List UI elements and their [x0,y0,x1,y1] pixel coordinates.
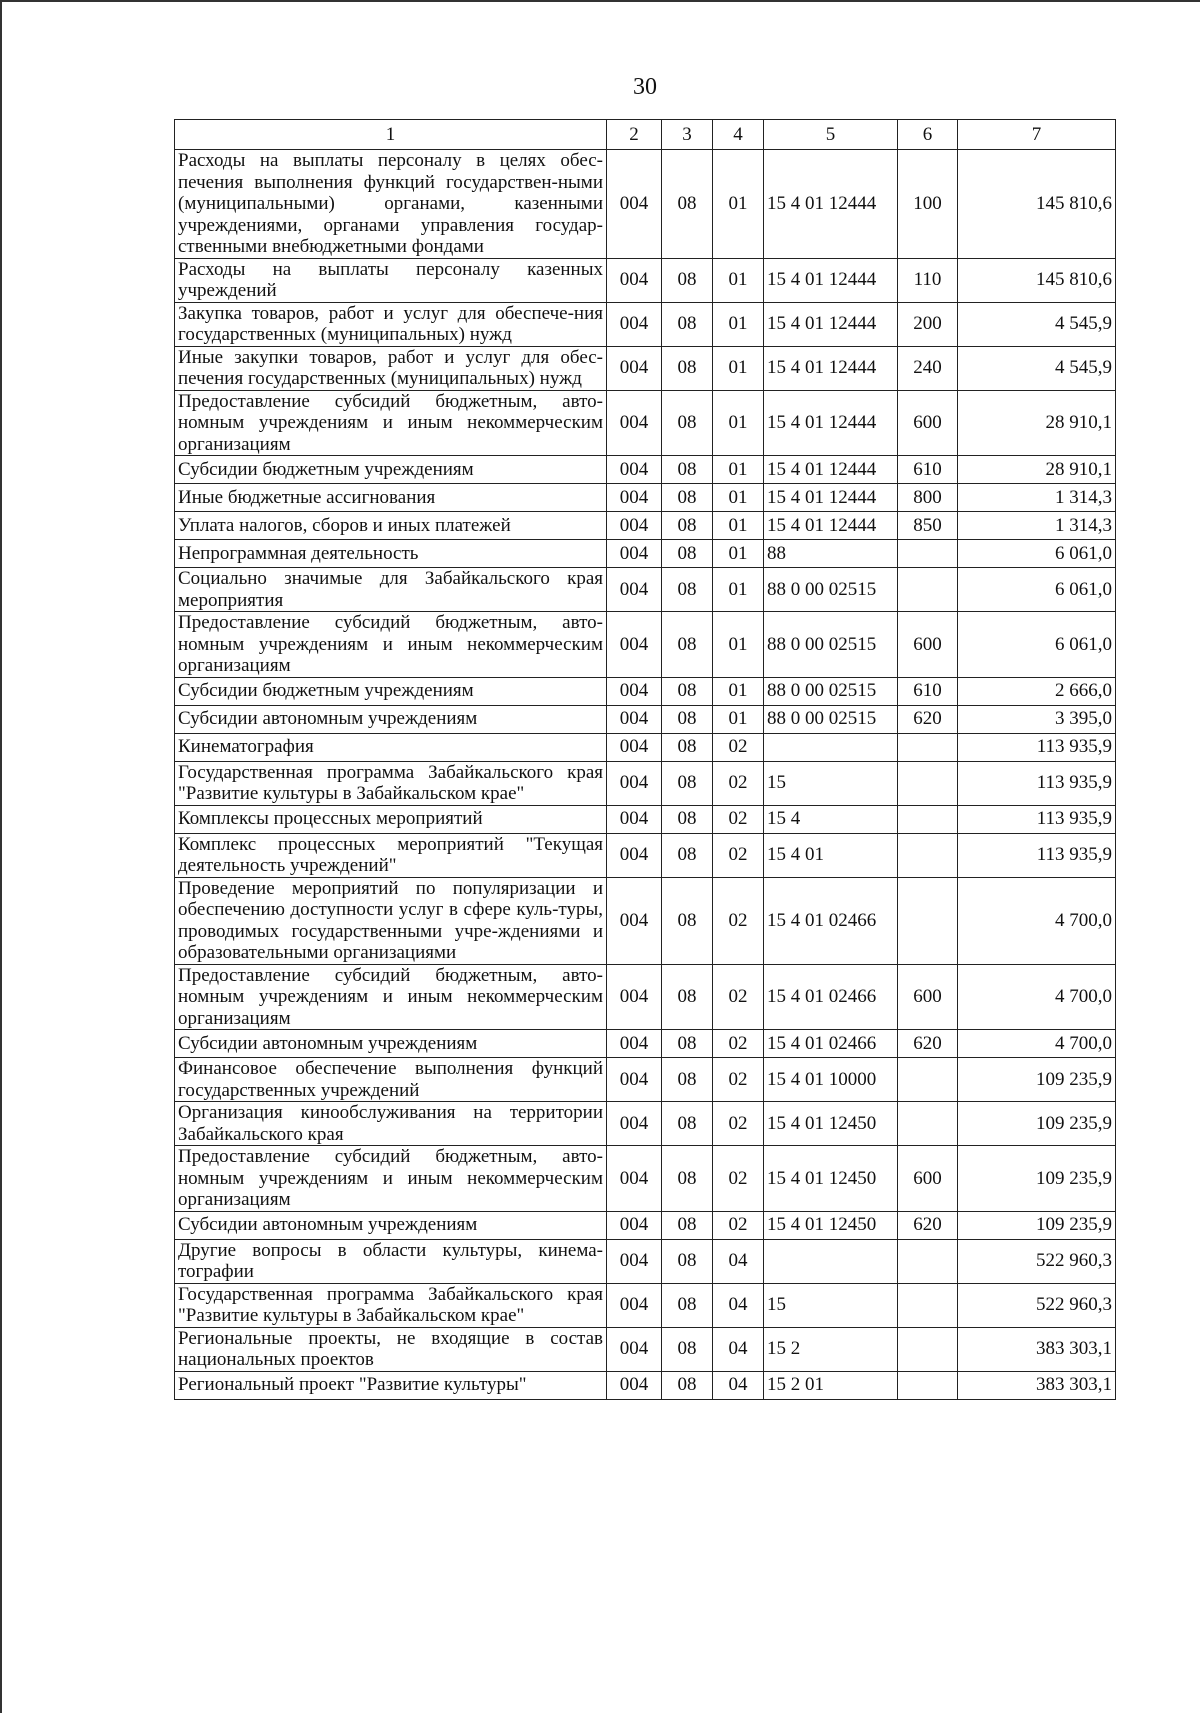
row-target-article-cell: 15 4 01 12450 [764,1146,898,1212]
table-row [175,1211,1116,1239]
row-subsection-cell: 02 [713,1146,764,1212]
row-target-article-cell [764,733,898,761]
page-number: 30 [633,74,657,100]
table-row [175,833,1116,877]
row-name-cell: Предоставление субсидий бюджетным, авто-номным учреждениям и иным некоммерческим организациям [175,1146,607,1212]
row-ministry-code-cell: 004 [607,833,662,877]
row-expense-type-cell [898,733,958,761]
row-target-article-cell: 15 4 01 12444 [764,484,898,512]
row-amount-cell: 383 303,1 [958,1327,1116,1371]
row-name-cell: Государственная программа Забайкальского края "Развитие культуры в Забайкальском крае" [175,1283,607,1327]
row-name-cell: Другие вопросы в области культуры, кинема-тографии [175,1239,607,1283]
row-name-cell: Предоставление субсидий бюджетным, авто-номным учреждениям и иным некоммерческим организациям [175,612,607,678]
row-amount-cell: 145 810,6 [958,150,1116,259]
row-subsection-cell: 02 [713,1058,764,1102]
row-amount-cell: 2 666,0 [958,677,1116,705]
row-name-cell: Иные закупки товаров, работ и услуг для обес-печения государственных (муниципальных) нужд [175,346,607,390]
row-expense-type-cell [898,1058,958,1102]
row-subsection-cell: 04 [713,1371,764,1399]
row-subsection-cell: 01 [713,390,764,456]
row-subsection-cell: 01 [713,568,764,612]
row-amount-cell: 4 545,9 [958,302,1116,346]
row-name-cell: Региональный проект "Развитие культуры" [175,1371,607,1399]
row-target-article-cell: 15 4 01 12444 [764,456,898,484]
row-amount-cell: 28 910,1 [958,456,1116,484]
table-row [175,1058,1116,1102]
row-ministry-code-cell: 004 [607,805,662,833]
row-target-article-cell: 15 [764,1283,898,1327]
table-row [175,1239,1116,1283]
row-section-cell: 08 [662,1030,713,1058]
row-amount-cell: 1 314,3 [958,484,1116,512]
row-subsection-cell: 02 [713,877,764,964]
row-expense-type-cell: 200 [898,302,958,346]
row-amount-cell: 109 235,9 [958,1058,1116,1102]
scan-edge-top [0,0,1200,2]
table-row [175,1371,1116,1399]
row-name-cell: Региональные проекты, не входящие в состав национальных проектов [175,1327,607,1371]
row-target-article-cell: 15 4 01 12444 [764,150,898,259]
row-expense-type-cell: 600 [898,964,958,1030]
row-subsection-cell: 01 [713,484,764,512]
row-name-cell: Финансовое обеспечение выполнения функций государственных учреждений [175,1058,607,1102]
row-expense-type-cell: 600 [898,390,958,456]
row-amount-cell: 109 235,9 [958,1146,1116,1212]
row-subsection-cell: 02 [713,964,764,1030]
budget-table [174,119,1116,1400]
row-expense-type-cell: 610 [898,456,958,484]
row-subsection-cell: 02 [713,733,764,761]
row-ministry-code-cell: 004 [607,1146,662,1212]
table-row [175,1283,1116,1327]
row-name-cell: Уплата налогов, сборов и иных платежей [175,512,607,540]
row-section-cell: 08 [662,761,713,805]
row-ministry-code-cell: 004 [607,761,662,805]
row-section-cell: 08 [662,1239,713,1283]
row-name-cell: Расходы на выплаты персоналу в целях обес-печения выполнения функций государствен-ными (муниципальными) органами, казенными учреждениями, органами управления государ-ственными внебюджетными фондами [175,150,607,259]
row-section-cell: 08 [662,1283,713,1327]
row-target-article-cell [764,1239,898,1283]
row-subsection-cell: 01 [713,677,764,705]
row-subsection-cell: 02 [713,1030,764,1058]
table-row [175,1030,1116,1058]
row-target-article-cell: 15 4 01 [764,833,898,877]
row-expense-type-cell: 620 [898,705,958,733]
row-target-article-cell: 15 4 01 02466 [764,964,898,1030]
row-section-cell: 08 [662,302,713,346]
row-ministry-code-cell: 004 [607,677,662,705]
row-name-cell: Субсидии бюджетным учреждениям [175,456,607,484]
row-ministry-code-cell: 004 [607,456,662,484]
row-target-article-cell: 15 4 01 12450 [764,1211,898,1239]
row-target-article-cell: 15 2 [764,1327,898,1371]
row-amount-cell: 109 235,9 [958,1102,1116,1146]
row-expense-type-cell [898,540,958,568]
row-amount-cell: 4 545,9 [958,346,1116,390]
row-section-cell: 08 [662,258,713,302]
row-expense-type-cell: 620 [898,1030,958,1058]
row-name-cell: Государственная программа Забайкальского края "Развитие культуры в Забайкальском крае" [175,761,607,805]
table-row [175,150,1116,259]
row-subsection-cell: 02 [713,761,764,805]
row-name-cell: Непрограммная деятельность [175,540,607,568]
row-expense-type-cell: 620 [898,1211,958,1239]
row-ministry-code-cell: 004 [607,1058,662,1102]
row-amount-cell: 113 935,9 [958,733,1116,761]
row-expense-type-cell: 600 [898,612,958,678]
row-subsection-cell: 02 [713,1102,764,1146]
table-row [175,258,1116,302]
row-section-cell: 08 [662,964,713,1030]
row-target-article-cell: 88 0 00 02515 [764,612,898,678]
header-col-7: 7 [958,120,1116,150]
row-section-cell: 08 [662,805,713,833]
row-ministry-code-cell: 004 [607,1371,662,1399]
row-expense-type-cell [898,1371,958,1399]
row-subsection-cell: 01 [713,258,764,302]
row-expense-type-cell [898,761,958,805]
table-row [175,540,1116,568]
row-name-cell: Иные бюджетные ассигнования [175,484,607,512]
header-col-2: 2 [607,120,662,150]
row-subsection-cell: 01 [713,612,764,678]
row-amount-cell: 145 810,6 [958,258,1116,302]
row-subsection-cell: 01 [713,456,764,484]
row-ministry-code-cell: 004 [607,1239,662,1283]
table-row [175,877,1116,964]
row-amount-cell: 4 700,0 [958,877,1116,964]
table-row [175,1327,1116,1371]
row-expense-type-cell [898,1239,958,1283]
row-name-cell: Социально значимые для Забайкальского края мероприятия [175,568,607,612]
row-ministry-code-cell: 004 [607,346,662,390]
row-section-cell: 08 [662,1146,713,1212]
row-expense-type-cell: 240 [898,346,958,390]
row-expense-type-cell: 600 [898,1146,958,1212]
row-expense-type-cell [898,805,958,833]
table-row [175,1102,1116,1146]
row-expense-type-cell: 800 [898,484,958,512]
row-amount-cell: 109 235,9 [958,1211,1116,1239]
row-expense-type-cell: 110 [898,258,958,302]
row-name-cell: Предоставление субсидий бюджетным, авто-номным учреждениям и иным некоммерческим организациям [175,390,607,456]
row-section-cell: 08 [662,677,713,705]
row-target-article-cell: 15 4 01 12444 [764,390,898,456]
row-target-article-cell: 88 [764,540,898,568]
table-row [175,677,1116,705]
row-ministry-code-cell: 004 [607,1327,662,1371]
row-ministry-code-cell: 004 [607,512,662,540]
header-col-5: 5 [764,120,898,150]
row-section-cell: 08 [662,568,713,612]
row-target-article-cell: 15 2 01 [764,1371,898,1399]
row-expense-type-cell [898,1327,958,1371]
row-expense-type-cell [898,1102,958,1146]
row-ministry-code-cell: 004 [607,612,662,678]
row-name-cell: Субсидии автономным учреждениям [175,705,607,733]
row-subsection-cell: 01 [713,150,764,259]
row-amount-cell: 522 960,3 [958,1283,1116,1327]
row-amount-cell: 28 910,1 [958,390,1116,456]
table-body [175,150,1116,1400]
row-subsection-cell: 02 [713,805,764,833]
row-subsection-cell: 01 [713,540,764,568]
row-subsection-cell: 01 [713,346,764,390]
row-name-cell: Кинематография [175,733,607,761]
row-section-cell: 08 [662,705,713,733]
row-section-cell: 08 [662,540,713,568]
row-amount-cell: 113 935,9 [958,833,1116,877]
row-expense-type-cell [898,877,958,964]
row-name-cell: Субсидии автономным учреждениям [175,1030,607,1058]
row-target-article-cell: 15 4 01 12444 [764,258,898,302]
row-section-cell: 08 [662,484,713,512]
table-row [175,390,1116,456]
row-amount-cell: 4 700,0 [958,1030,1116,1058]
row-ministry-code-cell: 004 [607,540,662,568]
header-col-6: 6 [898,120,958,150]
row-name-cell: Организация кинообслуживания на территории Забайкальского края [175,1102,607,1146]
row-ministry-code-cell: 004 [607,705,662,733]
row-ministry-code-cell: 004 [607,733,662,761]
table-row [175,456,1116,484]
row-section-cell: 08 [662,346,713,390]
row-name-cell: Проведение мероприятий по популяризации и обеспечению доступности услуг в сфере куль-туры, проводимых государственными учре-ждениями и образовательными организациями [175,877,607,964]
row-target-article-cell: 15 4 [764,805,898,833]
row-section-cell: 08 [662,877,713,964]
scan-edge-left [0,0,2,1713]
row-ministry-code-cell: 004 [607,1102,662,1146]
table-row [175,733,1116,761]
row-subsection-cell: 02 [713,1211,764,1239]
row-section-cell: 08 [662,390,713,456]
row-target-article-cell: 88 0 00 02515 [764,705,898,733]
table-row [175,484,1116,512]
row-amount-cell: 1 314,3 [958,512,1116,540]
row-ministry-code-cell: 004 [607,1030,662,1058]
header-col-4: 4 [713,120,764,150]
row-target-article-cell: 15 4 01 12444 [764,346,898,390]
row-amount-cell: 3 395,0 [958,705,1116,733]
row-ministry-code-cell: 004 [607,1283,662,1327]
row-expense-type-cell [898,833,958,877]
table-row [175,346,1116,390]
row-section-cell: 08 [662,1211,713,1239]
row-subsection-cell: 04 [713,1327,764,1371]
row-amount-cell: 4 700,0 [958,964,1116,1030]
row-target-article-cell: 15 4 01 12444 [764,512,898,540]
row-amount-cell: 6 061,0 [958,540,1116,568]
row-amount-cell: 6 061,0 [958,612,1116,678]
row-target-article-cell: 15 4 01 12450 [764,1102,898,1146]
row-name-cell: Предоставление субсидий бюджетным, авто-номным учреждениям и иным некоммерческим организациям [175,964,607,1030]
row-subsection-cell: 01 [713,705,764,733]
row-section-cell: 08 [662,456,713,484]
row-target-article-cell: 15 [764,761,898,805]
row-section-cell: 08 [662,1058,713,1102]
row-target-article-cell: 88 0 00 02515 [764,677,898,705]
row-expense-type-cell [898,1283,958,1327]
row-ministry-code-cell: 004 [607,964,662,1030]
table-row [175,1146,1116,1212]
table-row [175,705,1116,733]
row-name-cell: Комплекс процессных мероприятий "Текущая деятельность учреждений" [175,833,607,877]
row-expense-type-cell [898,568,958,612]
table-row [175,612,1116,678]
row-target-article-cell: 88 0 00 02515 [764,568,898,612]
row-ministry-code-cell: 004 [607,150,662,259]
table-row [175,302,1116,346]
row-ministry-code-cell: 004 [607,568,662,612]
row-section-cell: 08 [662,1371,713,1399]
row-name-cell: Расходы на выплаты персоналу казенных учреждений [175,258,607,302]
table-row [175,805,1116,833]
row-amount-cell: 383 303,1 [958,1371,1116,1399]
row-subsection-cell: 04 [713,1239,764,1283]
row-amount-cell: 6 061,0 [958,568,1116,612]
table-row [175,512,1116,540]
row-section-cell: 08 [662,1102,713,1146]
row-expense-type-cell: 100 [898,150,958,259]
row-section-cell: 08 [662,1327,713,1371]
row-target-article-cell: 15 4 01 10000 [764,1058,898,1102]
row-section-cell: 08 [662,150,713,259]
table-row [175,761,1116,805]
row-subsection-cell: 01 [713,512,764,540]
row-expense-type-cell: 850 [898,512,958,540]
row-section-cell: 08 [662,612,713,678]
row-subsection-cell: 04 [713,1283,764,1327]
row-amount-cell: 113 935,9 [958,805,1116,833]
row-name-cell: Субсидии автономным учреждениям [175,1211,607,1239]
row-section-cell: 08 [662,733,713,761]
row-name-cell: Субсидии бюджетным учреждениям [175,677,607,705]
row-subsection-cell: 01 [713,302,764,346]
row-expense-type-cell: 610 [898,677,958,705]
row-name-cell: Комплексы процессных мероприятий [175,805,607,833]
row-ministry-code-cell: 004 [607,390,662,456]
row-target-article-cell: 15 4 01 02466 [764,877,898,964]
row-subsection-cell: 02 [713,833,764,877]
row-ministry-code-cell: 004 [607,877,662,964]
row-section-cell: 08 [662,512,713,540]
row-amount-cell: 113 935,9 [958,761,1116,805]
header-col-3: 3 [662,120,713,150]
row-amount-cell: 522 960,3 [958,1239,1116,1283]
row-ministry-code-cell: 004 [607,302,662,346]
row-ministry-code-cell: 004 [607,258,662,302]
row-name-cell: Закупка товаров, работ и услуг для обеспече-ния государственных (муниципальных) нужд [175,302,607,346]
row-target-article-cell: 15 4 01 02466 [764,1030,898,1058]
header-row [175,120,1116,150]
row-ministry-code-cell: 004 [607,1211,662,1239]
table-row [175,964,1116,1030]
row-target-article-cell: 15 4 01 12444 [764,302,898,346]
header-col-1: 1 [175,120,607,150]
row-section-cell: 08 [662,833,713,877]
row-ministry-code-cell: 004 [607,484,662,512]
table-row [175,568,1116,612]
